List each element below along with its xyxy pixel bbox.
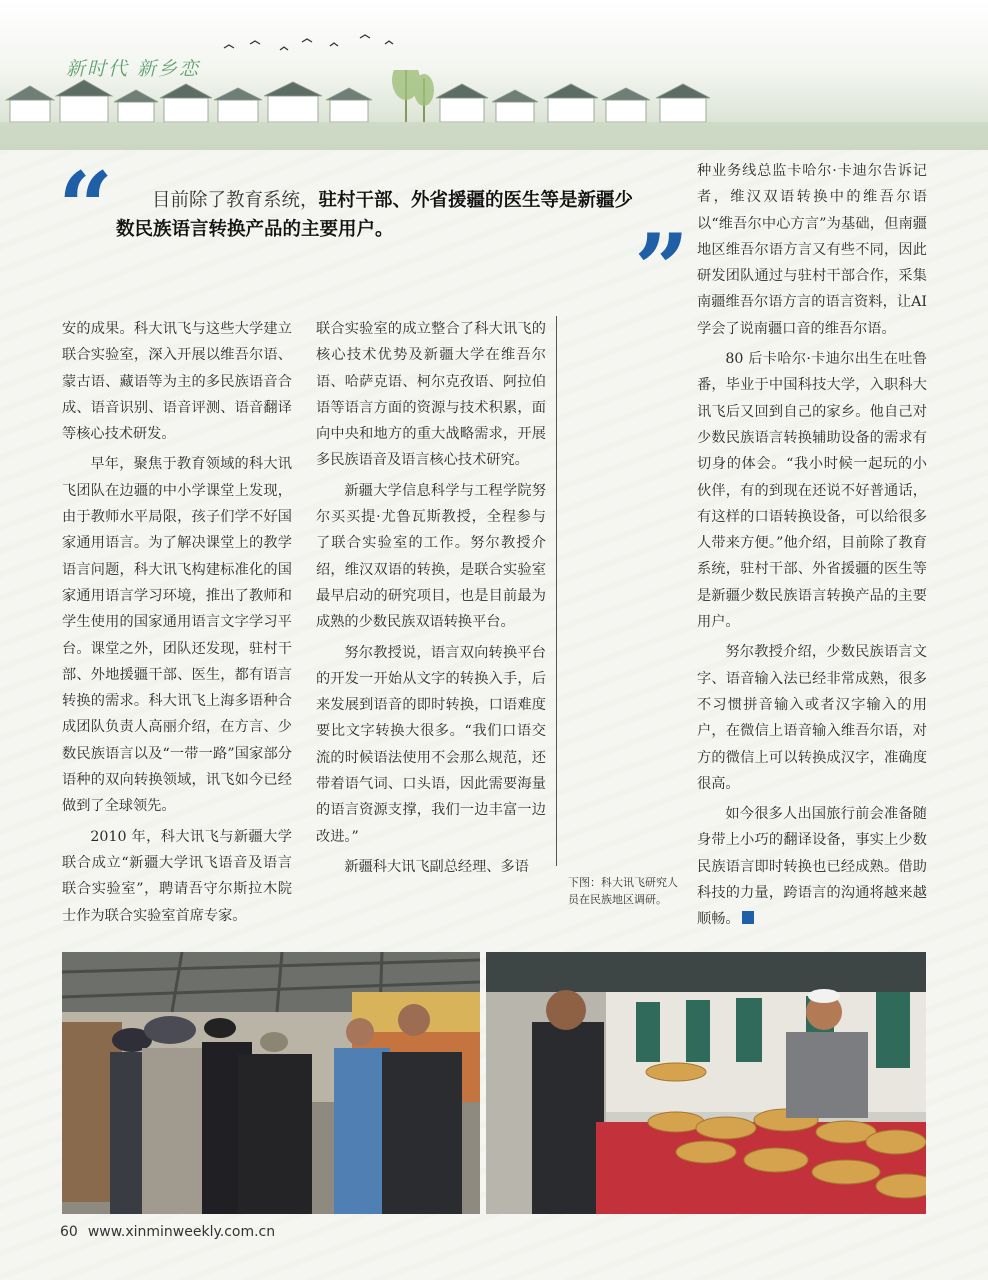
paragraph: 早年，聚焦于教育领域的科大讯飞团队在边疆的中小学课堂上发现，由于教师水平局限，孩子们学不好国家通用语言。为了解决课堂上的教学语言问题，科大讯飞构建标准化的国家通用语言学习环境，推出了教师和学生使用的国家通用语言文字学习平台。课堂之外，团队还发现，驻村干部、外地援疆干部、医生，都有语言转换的需求。科大讯飞上海多语种合成团队负责人高丽介绍，在方言、少数民族语言以及“一带一路”国家部分语种的双向转换领域，讯飞如今已经做到了全球领先。 (62, 456, 292, 815)
pull-quote-bold: 驻村干部、外省援疆的医生等是新疆少数民族语言转换产品的主要用户。 (116, 190, 634, 240)
paragraph: 新疆科大讯飞副总经理、多语 (344, 858, 529, 875)
page-footer (60, 1224, 275, 1240)
closing-paragraph-text: 如今很多人出国旅行前会准备随身带上小巧的翻译设备，事实上少数民族语言即时转换也已经成熟。借助科技的力量，跨语言的沟通将越来越顺畅。 (697, 806, 927, 928)
article-column-3 (697, 158, 927, 933)
paragraph: 联合实验室的成立整合了科大讯飞的核心技术优势及新疆大学在维吾尔语、哈萨克语、柯尔克孜语、阿拉伯语等语言方面的资源与技术积累，面向中央和地方的重大战略需求，开展多民族语音及语言核心技术研究。 (316, 321, 546, 469)
section-tag: 新时代 新乡恋 (66, 58, 201, 80)
paragraph: 新疆大学信息科学与工程学院努尔买买提·尤鲁瓦斯教授，全程参与了联合实验室的工作。努尔教授介绍，维汉双语的转换，是联合实验室最早启动的研究项目，也是目前最为成熟的少数民族双语转换平台。 (316, 482, 546, 631)
close-quote-icon: ” (634, 213, 690, 326)
village-illustration (0, 70, 988, 150)
paragraph: 努尔教授介绍，少数民族语言文字、语音输入法已经非常成熟，很多不习惯拼音输入或者汉字输入的用户，在微信上语音输入维吾尔语，对方的微信上可以转换成汉字，准确度很高。 (697, 644, 927, 792)
paragraph: 安的成果。科大讯飞与这些大学建立联合实验室，深入开展以维吾尔语、蒙古语、藏语等为主的多民族语音合成、语音识别、语音评测、语音翻译等核心技术研发。 (62, 321, 292, 443)
open-quote-icon: “ (58, 151, 114, 264)
photo-naan-stall (486, 952, 926, 1214)
pull-quote-lead: 目前除了教育系统， (152, 190, 319, 211)
photo-market-visit (62, 952, 480, 1214)
paragraph: 80 后卡哈尔·卡迪尔出生在吐鲁番，毕业于中国科技大学，入职科大讯飞后又回到自己的家乡。他自己对少数民族语言转换辅助设备的需求有切身的体会。“我小时候一起玩的小伙伴，有的到现在还说不好普通话，有这样的口语转换设备，可以给很多人带来方便。”他介绍，目前除了教育系统，驻村干部、外省援疆的医生等是新疆少数民族语言转换产品的主要用户。 (697, 351, 927, 631)
article-column-2 (316, 316, 546, 880)
page-number: 60 (60, 1224, 78, 1240)
paragraph (697, 801, 927, 932)
birds-illustration (220, 30, 400, 60)
column-divider (556, 316, 557, 866)
paragraph: 种业务线总监卡哈尔·卡迪尔告诉记者，维汉双语转换中的维吾尔语以“维吾尔中心方言”为基础，但南疆地区维吾尔语方言又有些不同，因此研发团队通过与驻村干部合作，采集南疆维吾尔语方言的语言资料，让AI学会了说南疆口音的维吾尔语。 (697, 163, 927, 337)
article-column-1 (62, 316, 292, 929)
end-mark-icon (742, 911, 754, 924)
photo-caption: 下图：科大讯飞研究人员在民族地区调研。 (568, 876, 678, 906)
pull-quote (116, 186, 636, 244)
paragraph: 2010 年，科大讯飞与新疆大学联合成立“新疆大学讯飞语音及语言联合实验室”，聘请吾守尔斯拉木院士作为联合实验室首席专家。 (62, 828, 292, 924)
paragraph: 努尔教授说，语言双向转换平台的开发一开始从文字的转换入手，后来发展到语音的即时转换，口语难度要比文字转换大很多。“我们口语交流的时候语法使用不会那么规范，还带着语气词、口头语，因此需要海量的语言资源支撑，我们一边丰富一边改进。” (316, 644, 546, 845)
footer-url: www.xinminweekly.com.cn (87, 1224, 276, 1240)
header-banner (0, 0, 988, 150)
